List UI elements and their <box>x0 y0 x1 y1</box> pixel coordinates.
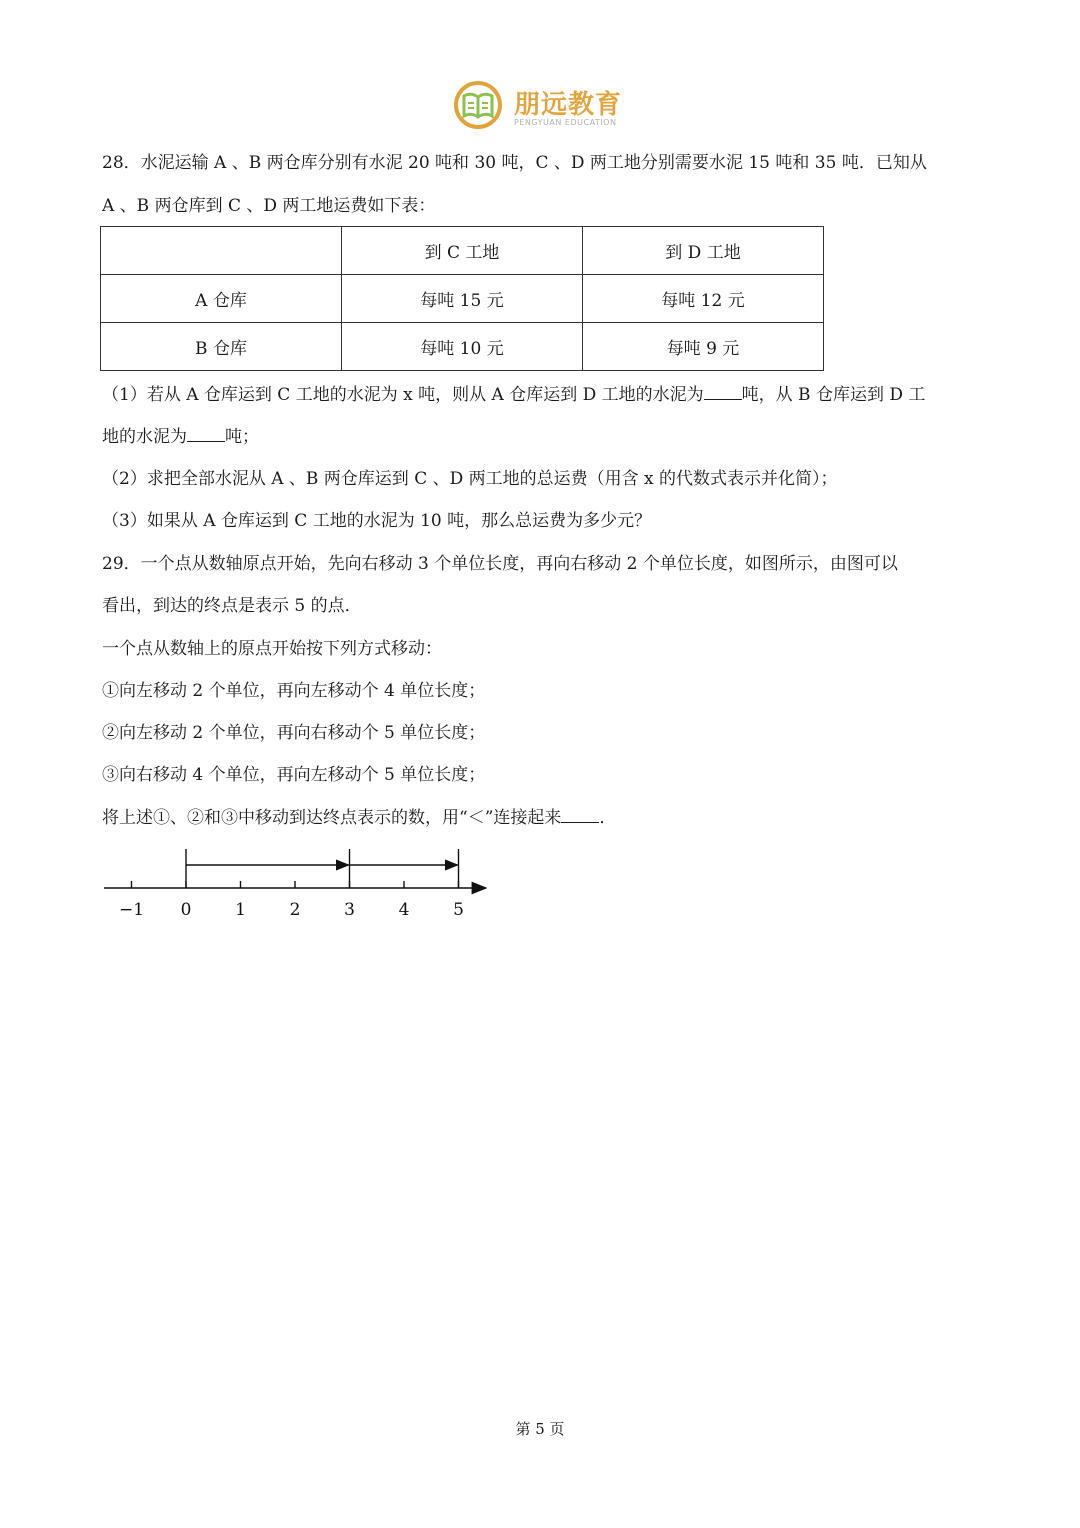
q28-line-1: 28．水泥运输 A 、B 两仓库分别有水泥 20 吨和 30 吨，C 、D 两工地分别需要水泥 15 吨和 35 吨．已知从 <box>102 153 927 173</box>
table-cell: 到 D 工地 <box>583 227 824 275</box>
q28-part-1-text: 地的水泥为 <box>102 427 187 447</box>
tick-label: 4 <box>398 900 410 920</box>
tick-label: 0 <box>180 900 192 920</box>
logo-subtitle: PENGYUAN EDUCATION <box>514 118 617 127</box>
table-row <box>101 323 824 371</box>
tick-label: 3 <box>344 900 355 920</box>
q28-part-3: （3）如果从 A 仓库运到 C 工地的水泥为 10 吨，那么总运费为多少元？ <box>102 511 652 531</box>
table-cell: 每吨 12 元 <box>583 275 824 323</box>
freight-cost-table <box>100 226 824 371</box>
table-cell <box>101 227 342 275</box>
table-row <box>101 275 824 323</box>
q28-part-1-text: （1）若从 A 仓库运到 C 工地的水泥为 x 吨，则从 A 仓库运到 D 工地的水泥为 <box>102 385 704 405</box>
table-cell: 每吨 10 元 <box>342 323 583 371</box>
q29-line-1: 29．一个点从数轴原点开始，先向右移动 3 个单位长度，再向右移动 2 个单位长度，如图所示，由图可以 <box>102 554 898 574</box>
q28-part-1 <box>102 383 925 407</box>
tick-label: 1 <box>235 900 246 920</box>
q29-item-2: ②向左移动 2 个单位，再向右移动个 5 单位长度； <box>102 723 486 743</box>
tick-label: −1 <box>118 900 145 920</box>
q29-final-text: ． <box>599 808 617 828</box>
q28-part-1-text: 吨，从 B 仓库运到 D 工 <box>741 385 926 405</box>
answer-blank <box>187 425 225 442</box>
tick-label: 5 <box>453 900 464 920</box>
page-number: 第 5 页 <box>515 1420 565 1438</box>
table-cell: B 仓库 <box>101 323 342 371</box>
logo <box>452 78 642 134</box>
q29-final-text: 将上述①、②和③中移动到达终点表示的数，用“＜”连接起来 <box>102 808 562 828</box>
table-header-row <box>101 227 824 275</box>
q28-part-2: （2）求把全部水泥从 A 、B 两仓库运到 C 、D 两工地的总运费（用含 x 的代数式表示并化简）； <box>102 469 838 489</box>
answer-blank <box>704 383 742 400</box>
q29-item-3: ③向右移动 4 个单位，再向左移动个 5 单位长度； <box>102 765 486 785</box>
q28-part-1-cont <box>102 425 259 449</box>
number-line-figure <box>100 845 500 925</box>
book-icon <box>452 78 508 134</box>
answer-blank <box>561 806 599 823</box>
q29-final <box>102 806 616 830</box>
q29-line-2: 看出，到达的终点是表示 5 的点． <box>102 596 362 616</box>
table-cell: 到 C 工地 <box>342 227 583 275</box>
q28-part-1-text: 吨； <box>225 427 259 447</box>
q29-item-1: ①向左移动 2 个单位，再向左移动个 4 单位长度； <box>102 681 486 701</box>
q28-line-2: A 、B 两仓库到 C 、D 两工地运费如下表： <box>102 196 436 216</box>
table-cell: 每吨 9 元 <box>583 323 824 371</box>
tick-label: 2 <box>289 900 301 920</box>
table-cell: A 仓库 <box>101 275 342 323</box>
logo-text: 朋远教育 <box>514 90 623 120</box>
q29-line-3: 一个点从数轴上的原点开始按下列方式移动： <box>102 639 442 659</box>
table-cell: 每吨 15 元 <box>342 275 583 323</box>
